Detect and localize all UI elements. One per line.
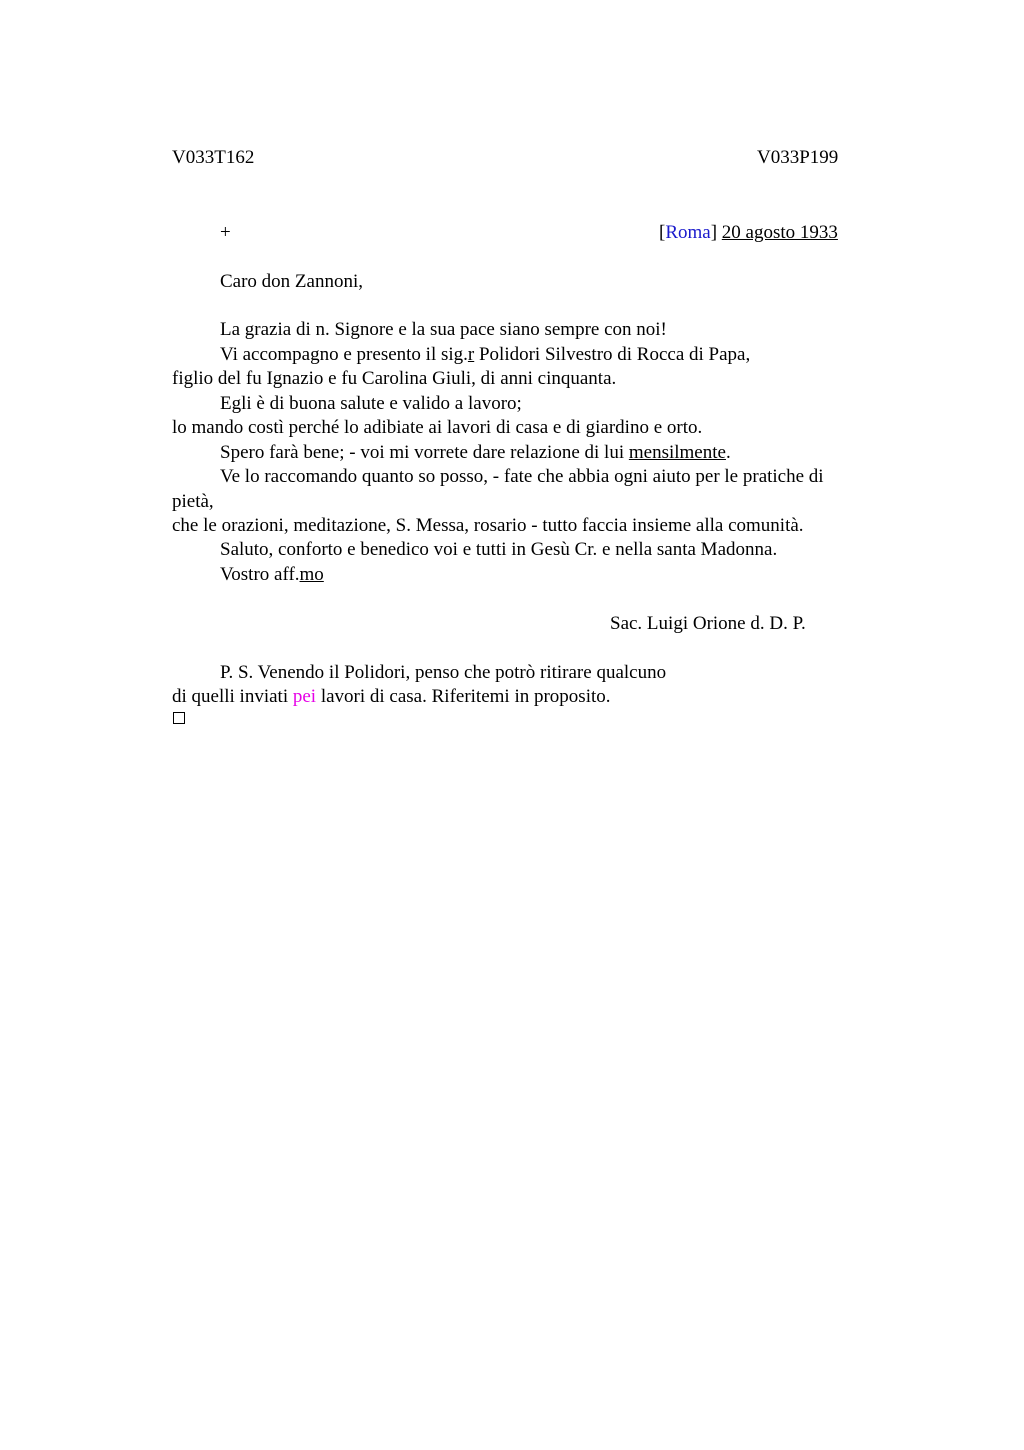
date-line <box>659 221 838 245</box>
place-name: Roma <box>665 222 711 243</box>
bracket-close: ] <box>710 222 718 243</box>
body-line-8: pietà, <box>172 491 214 512</box>
letter-date: 20 agosto 1933 <box>721 222 838 243</box>
body-line-1: La grazia di n. Signore e la sua pace siano sempre con noi! <box>220 319 667 340</box>
body-line-2: Vi accompagno e presento il sig.r Polidori Silvestro di Rocca di Papa, <box>220 344 751 365</box>
postscript-line-1: P. S. Venendo il Polidori, penso che potrò ritirare qualcuno <box>220 662 667 683</box>
closing: Vostro aff.mo <box>220 564 324 585</box>
cross-mark: + <box>220 222 231 243</box>
body-line-5: lo mando costì perché lo adibiate ai lavori di casa e di giardino e orto. <box>172 417 703 438</box>
body-line-10: Saluto, conforto e benedico voi e tutti in Gesù Cr. e nella santa Madonna. <box>220 539 778 560</box>
body-line-3: figlio del fu Ignazio e fu Carolina Giuli, di anni cinquanta. <box>172 368 617 389</box>
header-right-code: V033P199 <box>757 147 839 168</box>
postscript-line-2: di quelli inviati pei lavori di casa. Riferitemi in proposito. <box>172 686 611 707</box>
signature: Sac. Luigi Orione d. D. P. <box>610 613 806 634</box>
body-line-9: che le orazioni, meditazione, S. Messa, rosario - tutto faccia insieme alla comunità. <box>172 515 804 536</box>
body-line-4: Egli è di buona salute e valido a lavoro; <box>220 393 522 414</box>
header-left-code: V033T162 <box>172 147 255 168</box>
bracket-open: [ <box>659 222 666 243</box>
body-line-6: Spero farà bene; - voi mi vorrete dare relazione di lui mensilmente. <box>220 442 731 463</box>
body-line-7: Ve lo raccomando quanto so posso, - fate che abbia ogni aiuto per le pratiche di <box>220 466 824 487</box>
salutation: Caro don Zannoni, <box>220 271 364 292</box>
end-box-icon <box>173 712 185 724</box>
